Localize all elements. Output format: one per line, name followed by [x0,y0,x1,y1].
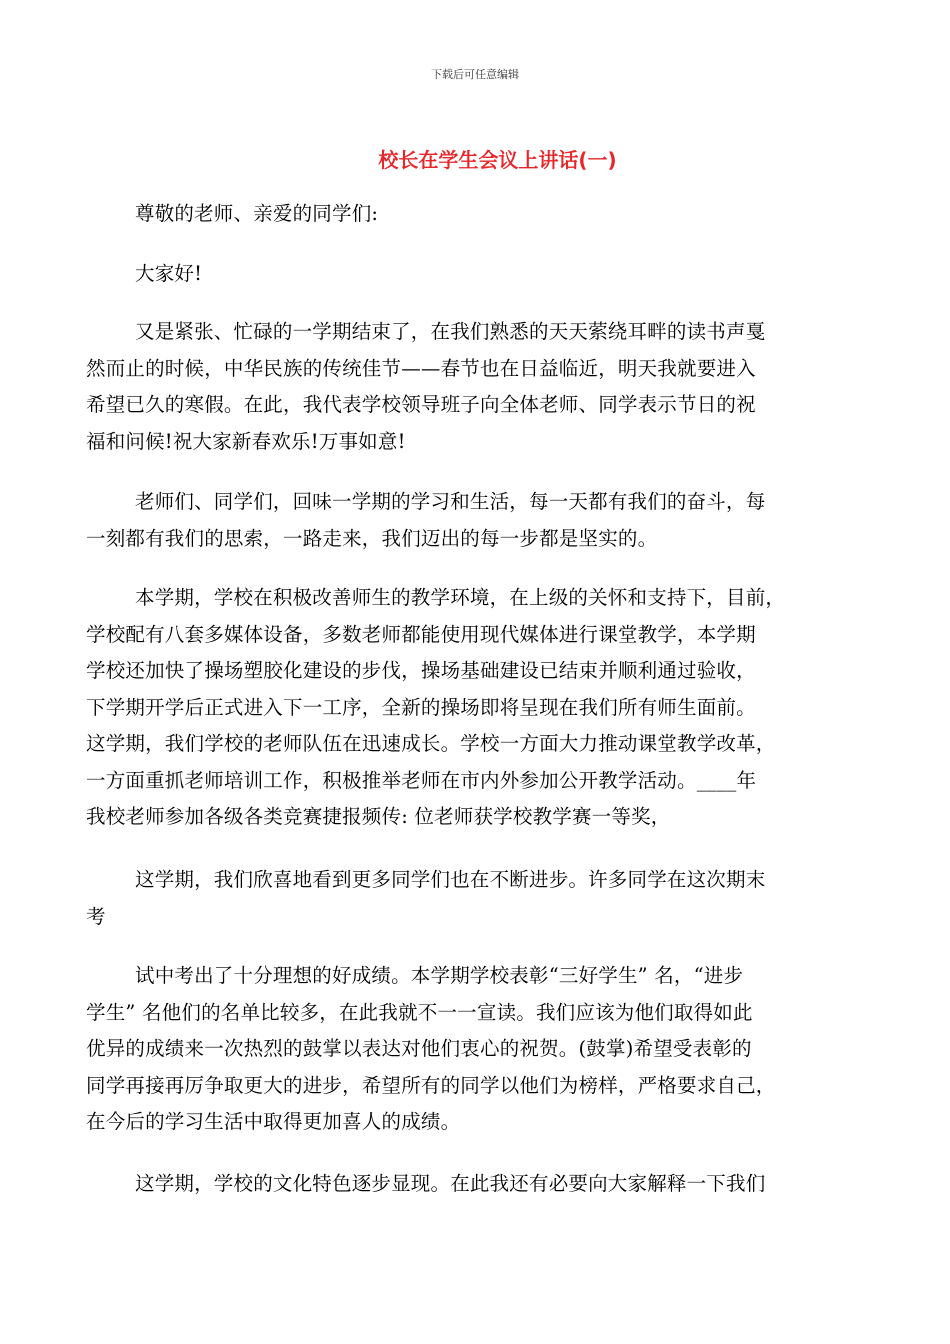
body-paragraph [86,314,866,460]
paragraph-line: 在今后的学习生活中取得更加喜人的成绩。 [86,1110,461,1133]
paragraph-line: 又是紧张、忙碌的一学期结束了，在我们熟悉的天天萦绕耳畔的读书声戛 [135,320,766,343]
paragraph-line: 这学期，我们欣喜地看到更多同学们也在不断进步。许多同学在这次期末 [135,868,766,891]
paragraph-line: 试中考出了十分理想的好成绩。本学期学校表彰“三好学生” 名，“进步 [135,964,744,987]
paragraph-line: 优异的成绩来一次热烈的鼓掌以表达对他们衷心的祝贺。(鼓掌)希望受表彰的 [86,1037,752,1060]
salutation-paragraph [86,196,866,233]
body-paragraph [86,580,866,836]
body-paragraph [86,958,866,1141]
document-title: 校长在学生会议上讲话(一) [378,148,617,172]
paragraph-line: 一方面重抓老师培训工作，积极推举老师在市内外参加公开教学活动。____年 [86,768,757,792]
paragraph-line: 我校老师参加各级各类竞赛捷报频传: 位老师获学校教学赛一等奖， [86,805,671,828]
paragraph-line: 考 [86,904,106,928]
paragraph-line: 一刻都有我们的思索，一路走来，我们迈出的每一步都是坚实的。 [86,526,658,550]
paragraph-line: 这学期，我们学校的老师队伍在迅速成长。学校一方面大力推动课堂教学改革， [86,732,776,755]
paragraph-line: 尊敬的老师、亲爱的同学们: [135,202,379,225]
paragraph-line: 同学再接再厉争取更大的进步，希望所有的同学以他们为榜样，严格要求自己， [86,1073,776,1097]
paragraph-line: 学生” 名他们的名单比较多，在此我就不一一宣读。我们应该为他们取得如此 [86,1000,753,1024]
paragraph-line: 下学期开学后正式进入下一工序，全新的操场即将呈现在我们所有师生面前。 [86,695,756,719]
paragraph-line: 学校还加快了操场塑胶化建设的步伐，操场基础建设已结束并顺利通过验收， [86,659,756,682]
paragraph-line: 这学期，学校的文化特色逐步显现。在此我还有必要向大家解释一下我们 [135,1172,766,1195]
paragraph-line: 学校配有八套多媒体设备，多数老师都能使用现代媒体进行课堂教学，本学期 [86,622,756,646]
body-paragraph [86,862,866,935]
paragraph-line: 本学期，学校在积极改善师生的教学环境，在上级的关怀和支持下，目前， [135,586,786,609]
paragraph-line: 福和问候!祝大家新春欢乐!万事如意! [86,429,406,453]
paragraph-line: 大家好! [135,262,203,285]
paragraph-line: 然而止的时候，中华民族的传统佳节——春节也在日益临近，明天我就要进入 [86,356,756,380]
paragraph-line: 希望已久的寒假。在此，我代表学校领导班子向全体老师、同学表示节日的祝 [86,393,756,416]
body-paragraph [86,484,866,557]
body-paragraph [86,1166,866,1203]
header-note: 下载后可任意编辑 [431,68,519,81]
greeting-paragraph [86,256,866,293]
paragraph-line: 老师们、同学们，回味一学期的学习和生活，每一天都有我们的奋斗，每 [135,490,766,513]
